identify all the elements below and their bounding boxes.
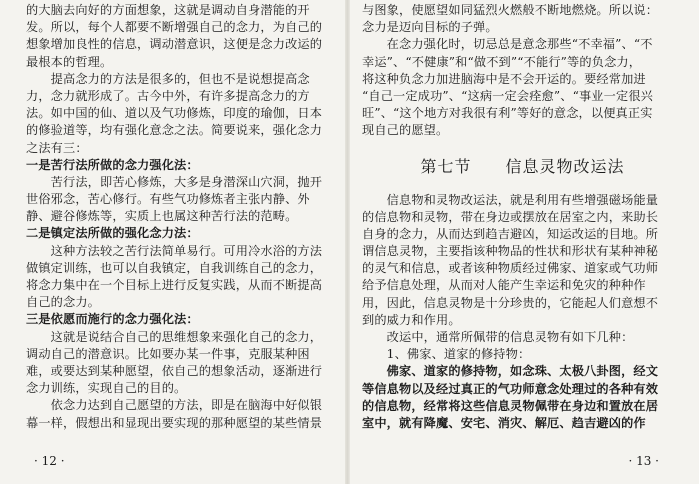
text-line: 依念力达到自己愿望的方法，即是在脑海中好似银 (26, 398, 323, 413)
text-line: 到的威力和作用。 (362, 312, 461, 327)
text-line: 力，念力就形成了。古今中外，有许多提高念力的方 (26, 88, 310, 103)
left-page (0, 0, 345, 484)
text-line: 想象增加良性的信息，调动潜意识，这便是念力改运的 (26, 37, 323, 52)
text-line: 念力是迈向目标的子弹。 (362, 20, 498, 35)
text-line: 给予信息处理，从而对人能产生幸运和免灾的种种作 (362, 278, 646, 293)
text-line: 改运中，通常所佩带的信息灵物有如下几种： (362, 330, 634, 344)
subsection-heading: 1、佛家、道家的修持物： (362, 347, 531, 362)
right-page (350, 0, 699, 484)
section-heading (362, 152, 683, 182)
text-line: 与图象，使愿望如同猛烈火燃般不断地燃烧。所以说： (362, 3, 659, 17)
text-line: 信息物和灵物改运法，就是利用有些增强磁场能量 (362, 192, 659, 207)
section-number: 第七节 (420, 156, 472, 176)
text-line: 在念力强化时，切忌总是意念那些“不幸福”、“不 (362, 37, 653, 52)
text-line: 的修验道等，均有强化意念之法。简要说来，强化念力 (26, 123, 323, 138)
text-line: 念力训练，实现自己的目的。 (26, 381, 187, 396)
text-line: 的大脑去向好的方面想象，这就是调动自身潜能的开 (26, 3, 310, 17)
text-line: 佛家、道家的修持物，如念珠、太极八卦图，经文 (362, 364, 659, 379)
text-line: 发。所以，每个人都要不断增强自己的念力，为自己的 (26, 20, 323, 35)
method-heading-wish: 三是依愿而施行的念力强化法： (26, 312, 199, 327)
page-number-left: · 12 · (34, 454, 65, 468)
method-ascetic-body (26, 174, 333, 226)
text-line: 的灵气和信息，或者该种物质经过佛家、道家或气功师 (362, 261, 659, 276)
text-line: 幕一样，假想出和显现出要实现的那种愿望的某些情景 (26, 415, 323, 430)
text-line: 难，或要达到某种愿望，依自己的想象活动，逐渐进行 (26, 363, 323, 378)
section-body (362, 192, 683, 347)
text-line: 的信息物和灵物，带在身边或摆放在居室之内，来助长 (362, 209, 659, 224)
text-line: 的信息物，经常将这些信息灵物佩带在身边和置放在居 (362, 398, 659, 413)
subsection-body (362, 363, 683, 432)
text-line: 最根本的哲理。 (26, 54, 113, 69)
method-heading-calm: 二是镇定法所做的强化念力法： (26, 226, 199, 241)
text-line: 自己的念力。 (26, 295, 101, 310)
text-line: 调动自己的潜意识。比如要办某一件事，克服某种困 (26, 346, 310, 361)
text-line: 旺”、“这个地方对我很有利”等好的意念，以便真正实 (362, 106, 653, 121)
text-line: 谓信息灵物，主要指该种物品的性状和形状有某种神秘 (362, 244, 659, 259)
text-line: 静、避谷修炼等，实质上也属这种苦行法的范畴。 (26, 209, 298, 224)
text-line: 室中，就有降魔、安宅、消灾、解厄、趋吉避凶的作 (362, 415, 646, 430)
intro-paragraph (26, 2, 333, 157)
text-line: 将这种负念力加进脑海中是不会开运的。要经常加进 (362, 71, 646, 86)
text-line: 法。如中国的仙、道以及气功修炼，印度的瑜伽，日本 (26, 106, 323, 121)
text-line: 提高念力的方法是很多的，但也不是说想提高念 (26, 71, 310, 86)
section-title: 信息灵物改运法 (505, 156, 625, 176)
text-line: 将念力集中在一个目标上进行反复实践，从而不断提高 (26, 278, 323, 292)
text-line: 用，因此，信息灵物是十分珍贵的，它能起人们意想不 (362, 295, 659, 310)
method-calm-body (26, 243, 333, 312)
text-line: 这种方法较之苦行法简单易行。可用冷水浴的方法 (26, 243, 323, 258)
text-line: “自己一定成功”、“这病一定会痊愈”、“事业一定很兴 (362, 88, 653, 103)
continued-paragraph (362, 2, 683, 140)
text-line: 之法有三： (26, 140, 88, 155)
text-line: 自身的念力，从而达到趋吉避凶，知运改运的目地。所 (362, 226, 659, 241)
method-heading-ascetic: 一是苦行法所做的念力强化法： (26, 157, 199, 172)
page-number-right: · 13 · (628, 454, 659, 468)
text-line: 等信息物以及经过真正的气功师意念处理过的各种有效 (362, 381, 659, 396)
text-line: 这就是说结合自己的思维想象来强化自己的念力， (26, 329, 323, 344)
method-wish-body (26, 329, 333, 432)
text-line: 世俗邪念，苦心修行。有些气功修炼者主张内静、外 (26, 192, 310, 207)
text-line: 苦行法，即苦心修炼，大多是身潜深山穴洞，抛开 (26, 174, 323, 189)
text-line: 现自己的愿望。 (362, 123, 449, 138)
text-line: 做镇定训练，也可以自我镇定，自我训练自己的念力， (26, 260, 323, 275)
text-line: 幸运”、“不健康”和“做不到”“不能行”等的负念力， (362, 54, 642, 69)
